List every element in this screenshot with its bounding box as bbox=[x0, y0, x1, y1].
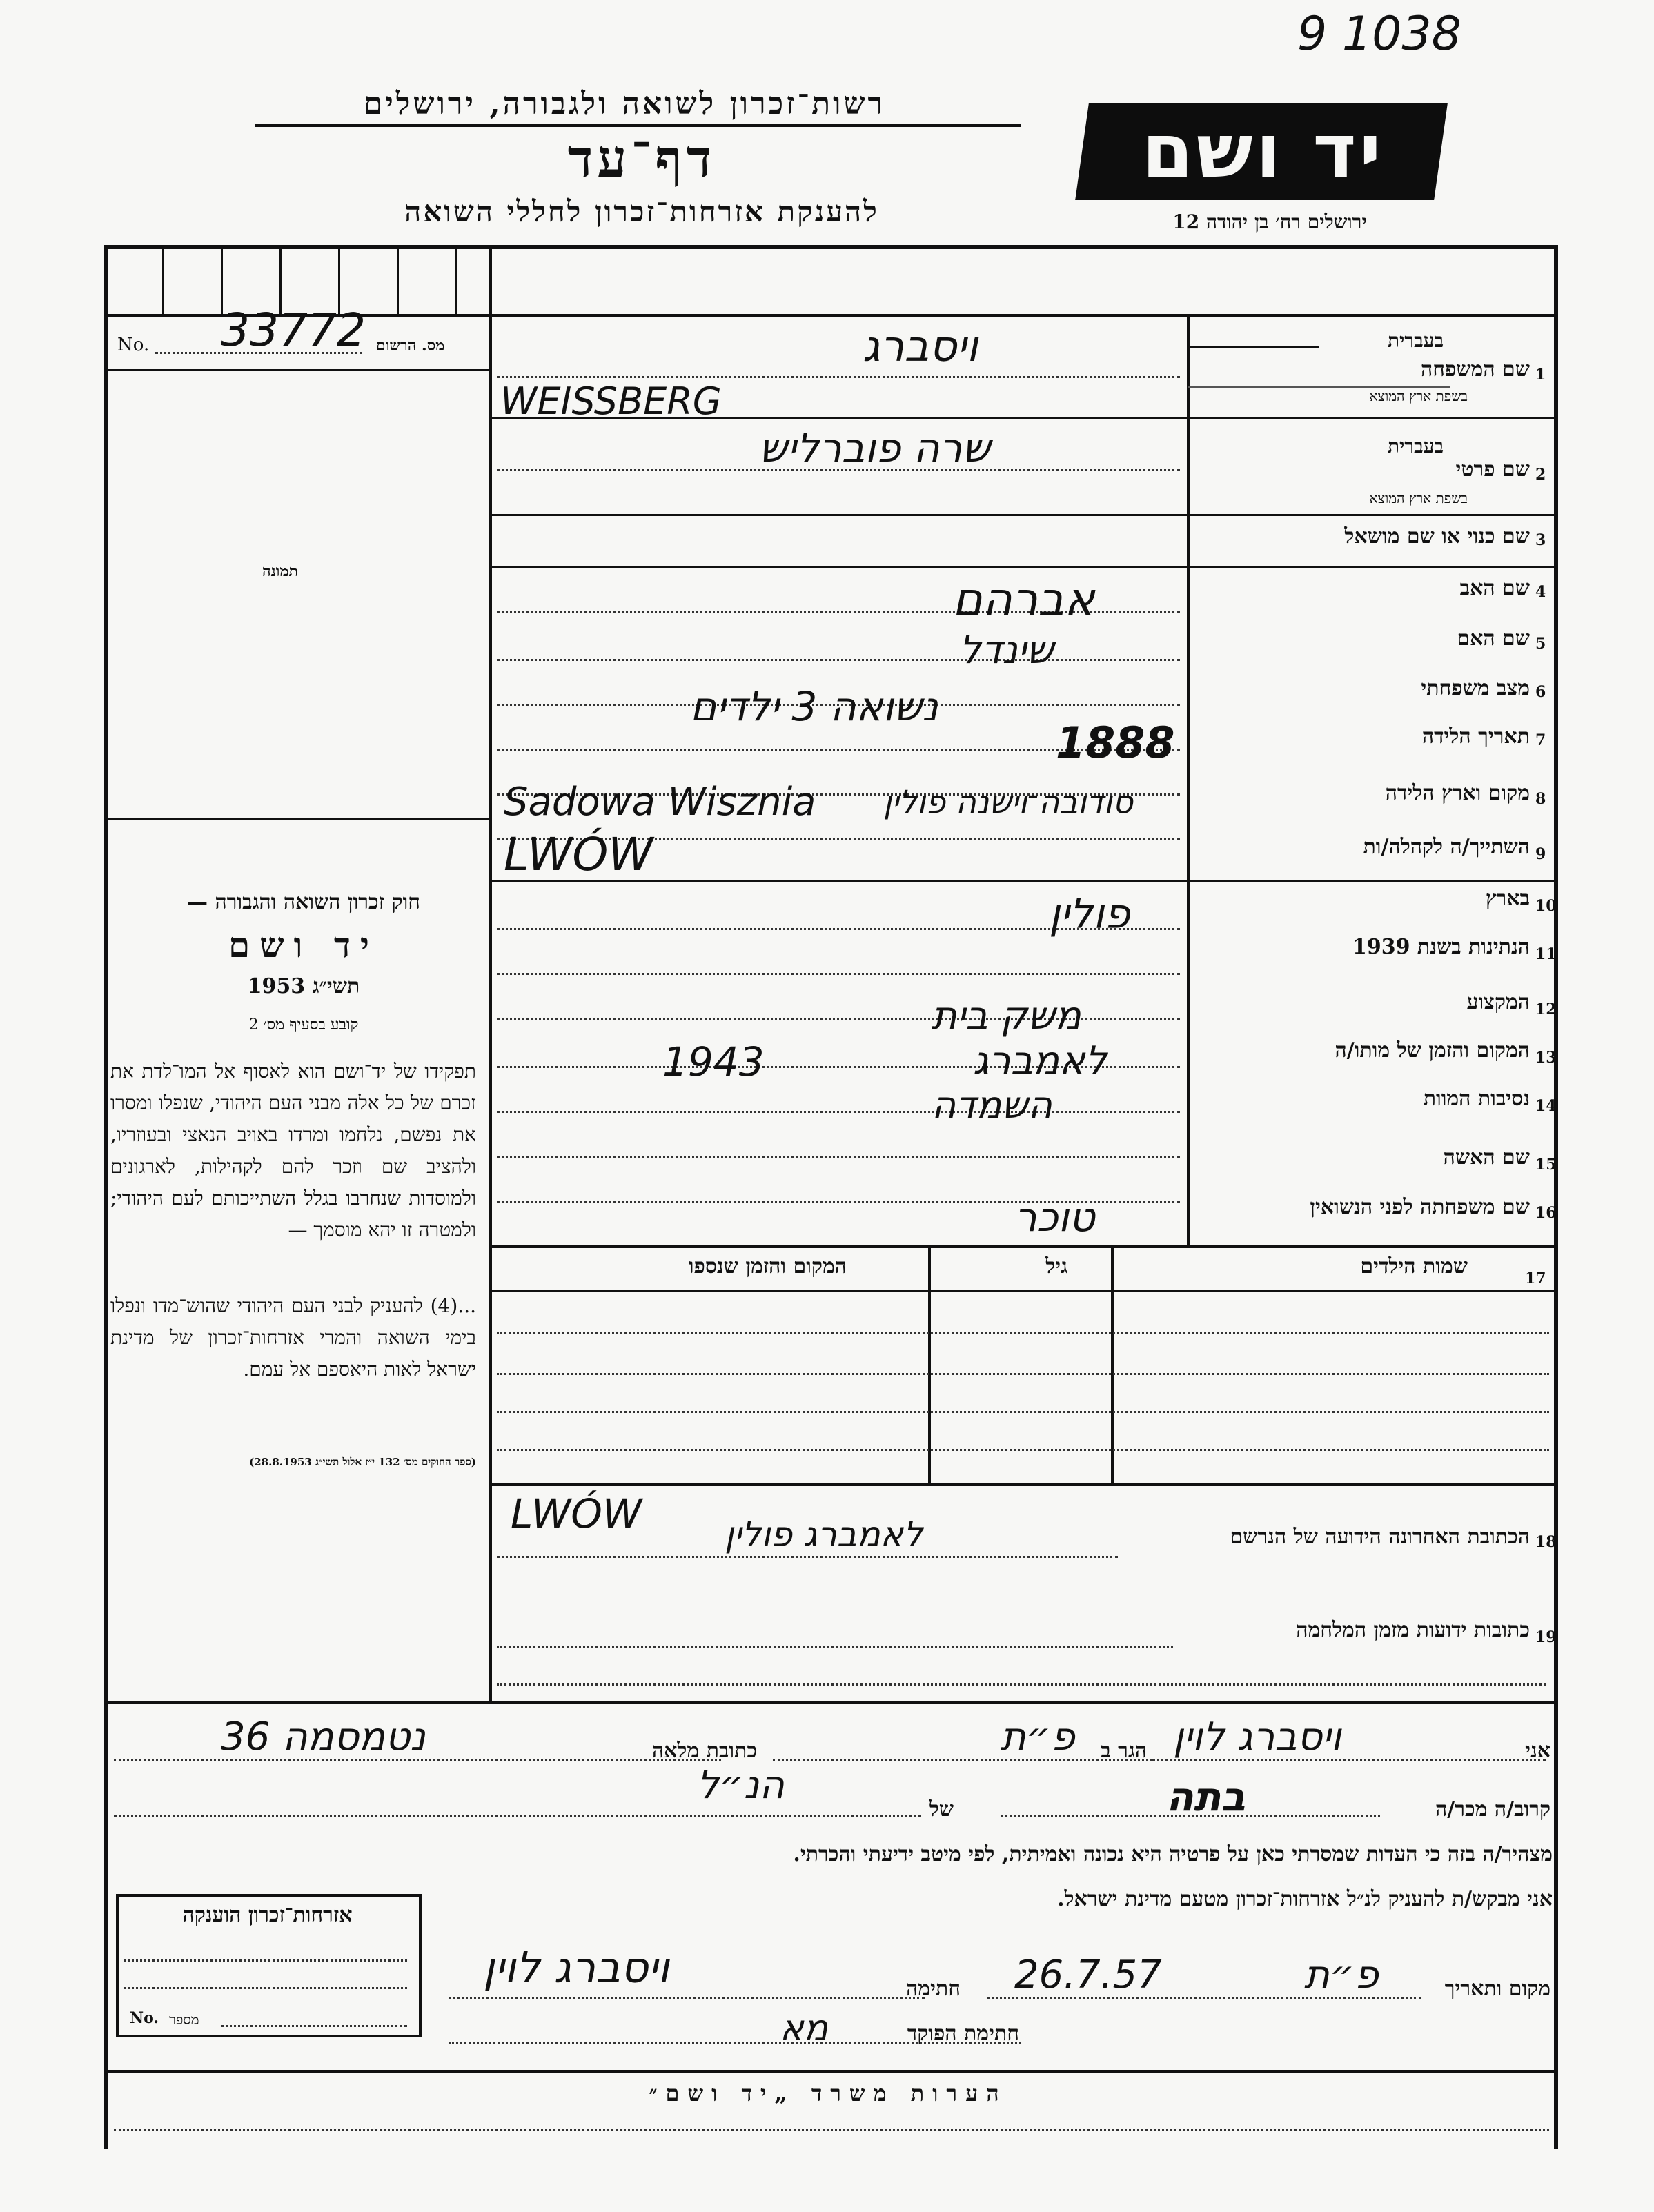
law-paragraph-2: ...(4) להעניק לבני העם היהודי שהוש־מדו ונפלו בימי השואה והמרי אזרחות־זכרון של מדינת ישראל לאות היאספם אל עמם. bbox=[110, 1294, 476, 1381]
photo-label: תמונה bbox=[262, 562, 298, 580]
children-col-age: גיל bbox=[1045, 1254, 1067, 1278]
field-10-label: בארץ bbox=[1485, 887, 1530, 911]
field-12-value[interactable]: משק בית bbox=[932, 994, 1081, 1038]
field-1-value-hebrew[interactable]: ויסברג bbox=[863, 321, 978, 371]
law-year: תשי״ג 1953 bbox=[247, 974, 360, 998]
logo-address: ירושלים רח׳ בן יהודה 12 bbox=[1172, 210, 1367, 233]
decl-hagar-value[interactable]: פ״ת bbox=[1001, 1715, 1075, 1759]
law-paragraph-1: תפקידו של יד־ושם הוא לאסוף אל המו־לדת את זכרם של כל אלה מבני העם היהודי, שנפלו ומסרו את נפשם, נלחמו ומרדו באויב הנאצי ובעוזריו, ולהציב שם וזכר להם לקהילות, לארגונים ולמוסדות שנחרבו בגלל השתייכותם לעם היהודי; ולמטרה זו יהא מוסמך — bbox=[110, 1060, 476, 1241]
field-6-label: מצב משפחתי bbox=[1421, 676, 1530, 700]
decl-signature-label: חתימה bbox=[906, 1977, 961, 2001]
footer-notes: הערות משרד „יד ושם״ bbox=[649, 2080, 1007, 2106]
field-2-sub-hebrew: בעברית bbox=[1387, 435, 1444, 457]
field-13-value-place[interactable]: לאמברג bbox=[973, 1038, 1107, 1083]
field-16-value[interactable]: טוכר bbox=[1014, 1194, 1095, 1241]
decl-clerk-label: חתימת הפוקד bbox=[907, 2022, 1019, 2046]
decl-relation-value[interactable]: בתה bbox=[1166, 1773, 1246, 1820]
reg-no-prefix: No. bbox=[117, 335, 150, 355]
field-18-label: הכתובת האחרונה הידועה של הנרשם bbox=[1230, 1525, 1530, 1549]
field-7-label: תאריך הלידה bbox=[1421, 724, 1530, 749]
field-8-value-hebrew[interactable]: סודובה־וישנה פולין bbox=[883, 783, 1134, 820]
field-18-value-latin[interactable]: LWÓW bbox=[511, 1490, 642, 1537]
field-1-sub-origin: בשפת ארץ המוצא bbox=[1369, 388, 1468, 404]
decl-hagar-label: הגר ב bbox=[1101, 1739, 1147, 1763]
logo-text: יד ושם bbox=[1141, 108, 1384, 195]
authority-underline bbox=[255, 124, 1021, 127]
page-title: דף־עד bbox=[567, 128, 716, 189]
field-2-label: שם פרטי bbox=[1455, 457, 1530, 482]
reg-no-label: מס. הרשום bbox=[376, 337, 445, 355]
law-section: קובע בסעיף מס׳ 2 bbox=[248, 1016, 359, 1034]
field-16-label: שם משפחתה לפני הנשואין bbox=[1310, 1195, 1530, 1219]
field-12-label: המקצוע bbox=[1466, 990, 1530, 1014]
field-14-value[interactable]: השמדה bbox=[932, 1083, 1052, 1127]
decl-of-label: של bbox=[929, 1797, 954, 1821]
field-15-label: שם האשה bbox=[1443, 1145, 1530, 1169]
authority-line: רשות־זכרון לשואה ולגבורה, ירושלים bbox=[363, 86, 886, 121]
field-1-value-latin[interactable]: WEISSBERG bbox=[500, 379, 722, 423]
citizenship-title: אזרחות־זכרון הוענקה bbox=[182, 1903, 353, 1927]
decl-of-value[interactable]: הנ״ל bbox=[697, 1763, 785, 1808]
field-13-label: המקום והזמן של מותו/ה bbox=[1335, 1038, 1530, 1063]
field-6-value[interactable]: נשואה 3 ילדים bbox=[690, 683, 938, 730]
decl-place-value[interactable]: פ״ת bbox=[1304, 1953, 1379, 1997]
page-subtitle: להענקת אזרחות־זכרון לחללי השואה bbox=[404, 195, 879, 228]
field-4-value[interactable]: אברהם bbox=[952, 573, 1095, 626]
field-9-label: השתייך/ה לקהלה/ות bbox=[1363, 835, 1530, 859]
citizenship-mispar: מספר bbox=[169, 2011, 199, 2028]
children-col-names: שמות הילדים bbox=[1360, 1254, 1468, 1278]
field-5-label: שם האם bbox=[1457, 626, 1530, 651]
decl-clerk-value[interactable]: מא bbox=[780, 2008, 829, 2049]
field-14-label: נסיבות המוות bbox=[1423, 1087, 1530, 1111]
decl-request: אני מבקש/ת להעניק לנ״ל אזרחות־זכרון מטעם מדינת ישראל. bbox=[1057, 1887, 1553, 1911]
corner-handwriting: 9 1038 bbox=[1297, 7, 1461, 61]
field-1-label: שם המשפחה bbox=[1420, 357, 1530, 382]
law-citation: (ספר החוקים מס׳ 132 י״ז אלול תשי״ג 28.8.1953) bbox=[249, 1456, 476, 1468]
field-2-value[interactable]: שרה פוברליש bbox=[759, 424, 991, 471]
decl-statement: מצהיר/ה בזה כי העדות שמסרתי כאן על פרטיה היא נכונה ואמיתית, לפי מיטב ידיעתי והכרתי. bbox=[793, 1842, 1553, 1866]
children-col-place: המקום והזמן שנספו bbox=[688, 1254, 847, 1278]
decl-signature-value[interactable]: ויסברג לוין bbox=[483, 1942, 669, 1993]
citizenship-no: No. bbox=[130, 2009, 159, 2027]
law-name: יד ושם bbox=[228, 925, 379, 965]
field-13-value-year[interactable]: 1943 bbox=[662, 1038, 765, 1085]
field-5-value[interactable]: שינדל bbox=[959, 628, 1054, 673]
field-1-sub-hebrew: בעברית bbox=[1387, 329, 1444, 352]
field-2-sub-origin: בשפת ארץ המוצא bbox=[1369, 490, 1468, 506]
decl-place-date-label: מקום ותאריך bbox=[1444, 1977, 1550, 2001]
reg-no-value[interactable]: 33772 bbox=[221, 304, 366, 357]
field-10-value[interactable]: פולין bbox=[1049, 890, 1130, 938]
field-8-value-latin[interactable]: Sadowa Wisznia bbox=[504, 780, 816, 824]
field-9-value[interactable]: LWÓW bbox=[504, 828, 653, 881]
decl-signer-name[interactable]: ויסברג לוין bbox=[1173, 1715, 1341, 1759]
field-11-label: הנתינות בשנת 1939 bbox=[1352, 935, 1530, 959]
field-18-value-hebrew[interactable]: לאמברג פולין bbox=[725, 1514, 923, 1554]
law-title: חוק זכרון השואה והגבורה — bbox=[187, 890, 420, 914]
field-7-value[interactable]: 1888 bbox=[1056, 718, 1175, 768]
field-4-label: שם האב bbox=[1459, 576, 1530, 600]
field-3-label: שם כנוי או שם מושאל bbox=[1344, 524, 1530, 549]
decl-address-label: כתובת מלאה bbox=[651, 1739, 757, 1763]
decl-relative-label: קרוב/ה מכר/ה bbox=[1435, 1797, 1550, 1821]
decl-ani: אני bbox=[1525, 1739, 1550, 1763]
decl-date-value[interactable]: 26.7.57 bbox=[1014, 1953, 1162, 1997]
field-19-label: כתובות ידועות מזמן המלחמה bbox=[1296, 1618, 1530, 1642]
decl-address-value[interactable]: נטמסמה 36 bbox=[221, 1715, 426, 1759]
field-8-label: מקום וארץ הלידה bbox=[1385, 781, 1530, 805]
